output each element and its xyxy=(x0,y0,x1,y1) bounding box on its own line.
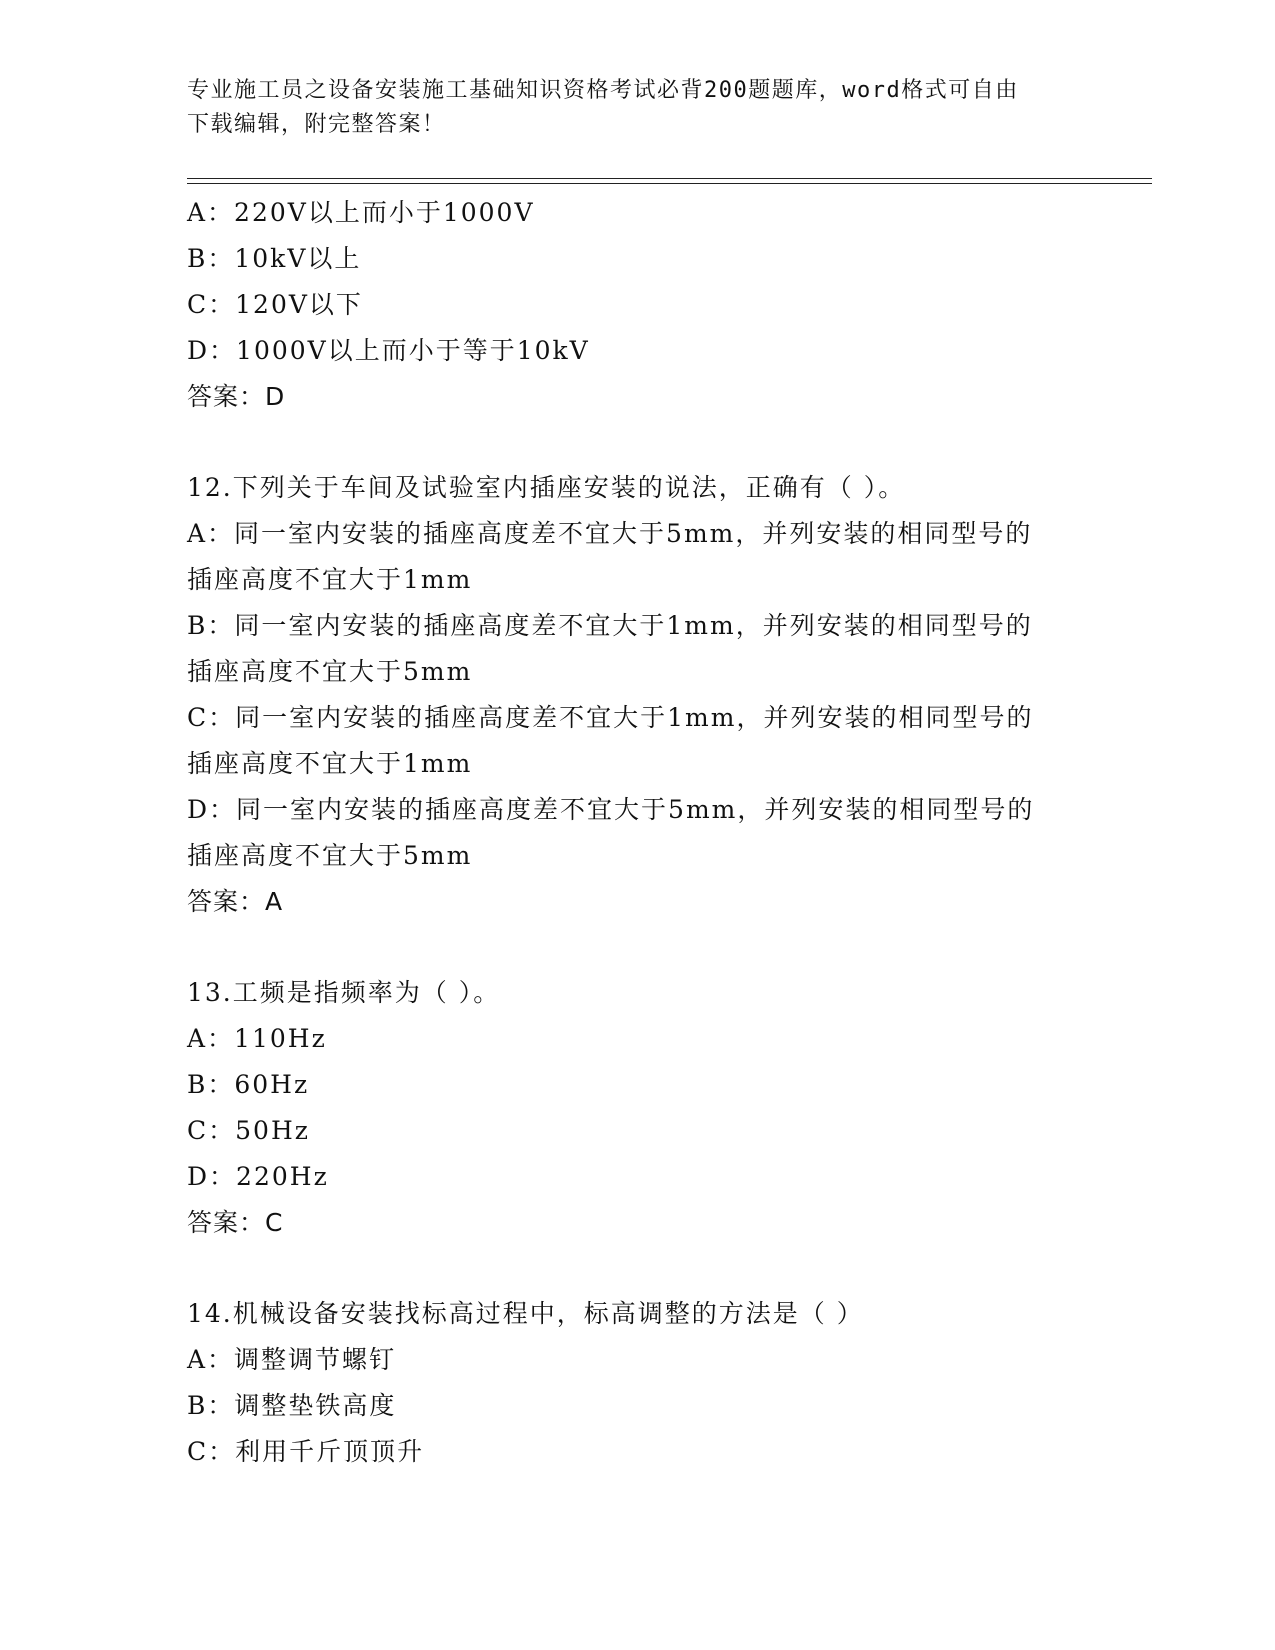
spacer xyxy=(187,925,1067,970)
q12-option-d-line-2: 插座高度不宜大于5mm xyxy=(187,841,473,870)
question-list xyxy=(187,190,1067,1475)
spacer xyxy=(187,420,1067,465)
header-divider-top xyxy=(187,178,1152,179)
q14-option-c: C：利用千斤顶顶升 xyxy=(187,1437,425,1466)
q12-option-a-line-1: A：同一室内安装的插座高度差不宜大于5mm，并列安装的相同型号的 xyxy=(187,519,1033,548)
q12-option-b-line-1: B：同一室内安装的插座高度差不宜大于1mm，并列安装的相同型号的 xyxy=(187,611,1033,640)
question-12-block xyxy=(187,465,1067,925)
q13-answer: 答案：C xyxy=(187,1208,284,1237)
document-header xyxy=(187,74,1067,142)
header-line-2: 下载编辑，附完整答案！ xyxy=(187,112,446,137)
q13-question: 13.工频是指频率为（ ）。 xyxy=(187,978,501,1007)
question-14-block xyxy=(187,1291,1067,1475)
q13-option-d: D：220Hz xyxy=(187,1162,329,1191)
q11-option-c: C：120V以下 xyxy=(187,290,363,319)
question-11-block xyxy=(187,190,1067,420)
q11-answer: 答案：D xyxy=(187,382,286,411)
spacer xyxy=(187,1246,1067,1291)
q13-option-c: C：50Hz xyxy=(187,1116,310,1145)
q12-option-d-line-1: D：同一室内安装的插座高度差不宜大于5mm，并列安装的相同型号的 xyxy=(187,795,1035,824)
q13-option-b: B：60Hz xyxy=(187,1070,310,1099)
q12-option-c-line-1: C：同一室内安装的插座高度差不宜大于1mm，并列安装的相同型号的 xyxy=(187,703,1034,732)
question-13-block xyxy=(187,970,1067,1246)
q14-question: 14.机械设备安装找标高过程中，标高调整的方法是（ ） xyxy=(187,1299,864,1328)
q14-option-a: A：调整调节螺钉 xyxy=(187,1345,397,1374)
q12-question: 12.下列关于车间及试验室内插座安装的说法，正确有（ ）。 xyxy=(187,473,906,502)
q14-option-b: B：调整垫铁高度 xyxy=(187,1391,397,1420)
q11-option-a: A：220V以上而小于1000V xyxy=(187,198,535,227)
q12-option-b-line-2: 插座高度不宜大于5mm xyxy=(187,657,473,686)
q13-option-a: A：110Hz xyxy=(187,1024,327,1053)
q12-answer: 答案：A xyxy=(187,887,284,916)
q11-option-d: D：1000V以上而小于等于10kV xyxy=(187,336,590,365)
header-divider-bottom xyxy=(187,183,1152,184)
q12-option-a-line-2: 插座高度不宜大于1mm xyxy=(187,565,473,594)
header-line-1: 专业施工员之设备安装施工基础知识资格考试必背200题题库，word格式可自由 xyxy=(187,78,1019,103)
q11-option-b: B：10kV以上 xyxy=(187,244,362,273)
q12-option-c-line-2: 插座高度不宜大于1mm xyxy=(187,749,473,778)
